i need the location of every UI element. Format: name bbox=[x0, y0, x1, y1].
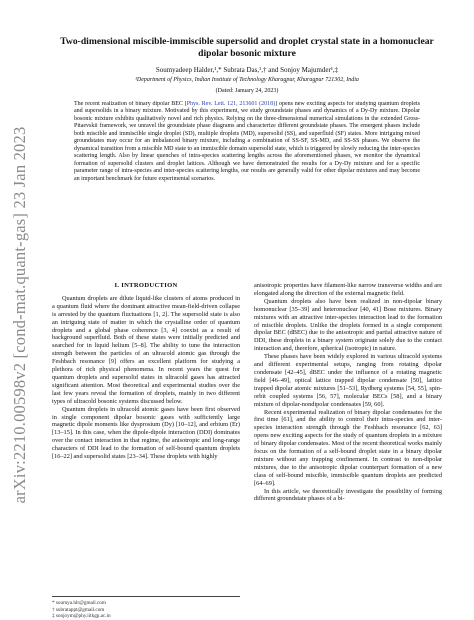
body-paragraph: Quantum droplets are dilute liquid-like clusters of atoms produced in a quantum fluid where the dominant attractive mean-field-driven collapse is arrested by the quantum fluctuations [1, 2]. The supersolid state is also an intriguing state of matter in which the crystalline order of quantum droplets and a global phase coherence [3, 4] coexist as a result of background superfluid. Both of these states were initially predicted and searched for in liquid helium [5–8]. The ability to tune the interaction strength between the particles of an ultracold atomic gas through the Feshbach resonance [9] offers an excellent platform for studying a plethora of rich physical phenomena. In recent years the quest for quantum droplets and supersolid states in ultracold gases has attracted significant attention. Most theoretical and experimental studies over the last few years reveal the formation of droplets, mainly in two different types of ultracold bosonic systems discussed below. bbox=[52, 294, 240, 405]
body-paragraph: anisotropic properties have filament-like narrow transverse widths and are elongated along the direction of the external magnetic field. bbox=[254, 282, 442, 297]
footnote-email: * soumya.hlr@gmail.com bbox=[52, 600, 106, 606]
body-paragraph: These phases have been widely explored in various ultracold systems and different experimental setups, ranging from rotating dipolar condensate [42–45], dBEC under the influence of a rotating magnetic field [46–49], optical lattice trapped dipolar condensate [50], lattice trapped dipolar atomic mixtures [51–53], Rydberg systems [54, 55], spin-orbit coupled systems [56, 57], molecular BECs [58], and a binary mixture of dipolar-nondipolar condensates [59, 60]. bbox=[254, 353, 442, 408]
body-columns bbox=[52, 282, 442, 620]
body-paragraph: Quantum droplets in ultracold atomic gases have been first observed in single component dipolar bosonic gases with sufficiently large magnetic dipole moments like dysprosium (Dy) [10–12], and erbium (Er) [13–15]. In this case, when the dipole-dipole interaction (DDI) dominates over the contact interaction in that regime, the anisotropic and long-range characters of DDI lead to the formation of self-bound quantum droplets [16–22] and supersolid states [23–34]. These droplets with highly bbox=[52, 405, 240, 461]
arxiv-sidebar bbox=[0, 85, 40, 545]
paper-title: Two-dimensional miscible-immiscible supersolid and droplet crystal state in a homonuclear dipolar bosonic mixture bbox=[60, 36, 434, 59]
paper-page bbox=[52, 36, 442, 620]
arxiv-identifier: arXiv:2210.00598v2 [cond-mat.quant-gas] 23 Jan 2023 bbox=[10, 126, 29, 504]
body-paragraph: Recent experimental realization of binary dipolar condensates for the first time [61], and the ability to control their intra-species and inter-species interaction strength through the Feshbach resonance [62, 63] opens new exciting aspects for the study of quantum droplets in a mixture of binary dipolar condensates. Most of the recent theoretical works mainly focus on the formation of a self-bound droplet state in a binary dipolar mixture without any trapping confinement. In contrast to non-dipolar mixtures, due to the anisotropic dipolar counterpart formation of a new class of self-bound miscible, immiscible quantum droplets are predicted [64–69]. bbox=[254, 408, 442, 487]
reference-link[interactable]: Phys. Rev. Lett. 121, 213601 (2018) bbox=[186, 100, 276, 107]
abstract-text-post: ] opens new exciting aspects for studying quantum droplets and supersolids in a binary mixture. Motivated by this experiment, we study groundstate phases and dynamics of a Dy-Dy mixture. Dipolar bosonic mixture exhibits qualitatively novel and rich physics. Relying on the three-dimensional numerical simulations in the extended Gross-Pitaevskii framework, we unravel the groundstate phase diagrams and characterize different groundstate phases. The emergent phases include both miscible and immiscible single droplet (SD), multiple droplets (MD), supersolid (SS), and superfluid (SF) states. More intriguing mixed groundstates may occur for an imbalanced binary mixture, including a combination of SS-SF, SS-MD, and SS-SS phases. We observe the dynamical transition from a miscible MD state to an immiscible domain supersolid state, which is triggered by slowly reducing the inter-species scattering length. Also by linear quenches of intra-species scattering lengths across the aforementioned phases, we monitor the dynamical formation of supersolid clusters and droplet lattices. Although we have demonstrated the results for a Dy-Dy mixture and for a specific parameter range of intra-species and inter-species scattering lengths, our results are generally valid for other dipolar mixtures and may become an important benchmark for future experimental scenarios. bbox=[74, 100, 420, 182]
section-heading: I. INTRODUCTION bbox=[114, 282, 178, 289]
affiliation: ¹Department of Physics, Indian Institute of Technology Kharagpur, Kharagpur 721302, India bbox=[135, 77, 359, 83]
date-line: (Dated: January 24, 2023) bbox=[215, 87, 279, 94]
footnote-email: ‡ sonjoym@phy.iitkgp.ac.in bbox=[52, 613, 111, 620]
right-column bbox=[254, 282, 442, 620]
abstract-text-pre: The recent realization of binary dipolar BEC [ bbox=[74, 100, 187, 107]
left-column bbox=[52, 282, 240, 620]
author-list: Soumyadeep Halder,¹,* Subrata Das,¹,† and Sonjoy Majumder¹,‡ bbox=[155, 66, 339, 74]
footnote-email: † subratappt@gmail.com bbox=[52, 606, 105, 613]
body-paragraph: Quantum droplets also have been realized in non-dipolar binary homonuclear [35–39] and heteronuclear [40, 41] Bose mixtures. Binary mixtures with an attractive inter-species interaction lead to the formation of miscible droplets. Unlike the droplets formed in a single component dipolar BEC (dBEC) due to the anisotropic and partial attractive nature of DDI, these droplets in a binary system originate solely due to the contact interaction and, therefore, spherical (isotropic) in nature. bbox=[254, 297, 442, 353]
abstract bbox=[74, 101, 420, 250]
body-paragraph: In this article, we theoretically investigate the possibility of forming different groundstate phases of a bi- bbox=[254, 487, 442, 503]
footnotes bbox=[52, 596, 240, 620]
